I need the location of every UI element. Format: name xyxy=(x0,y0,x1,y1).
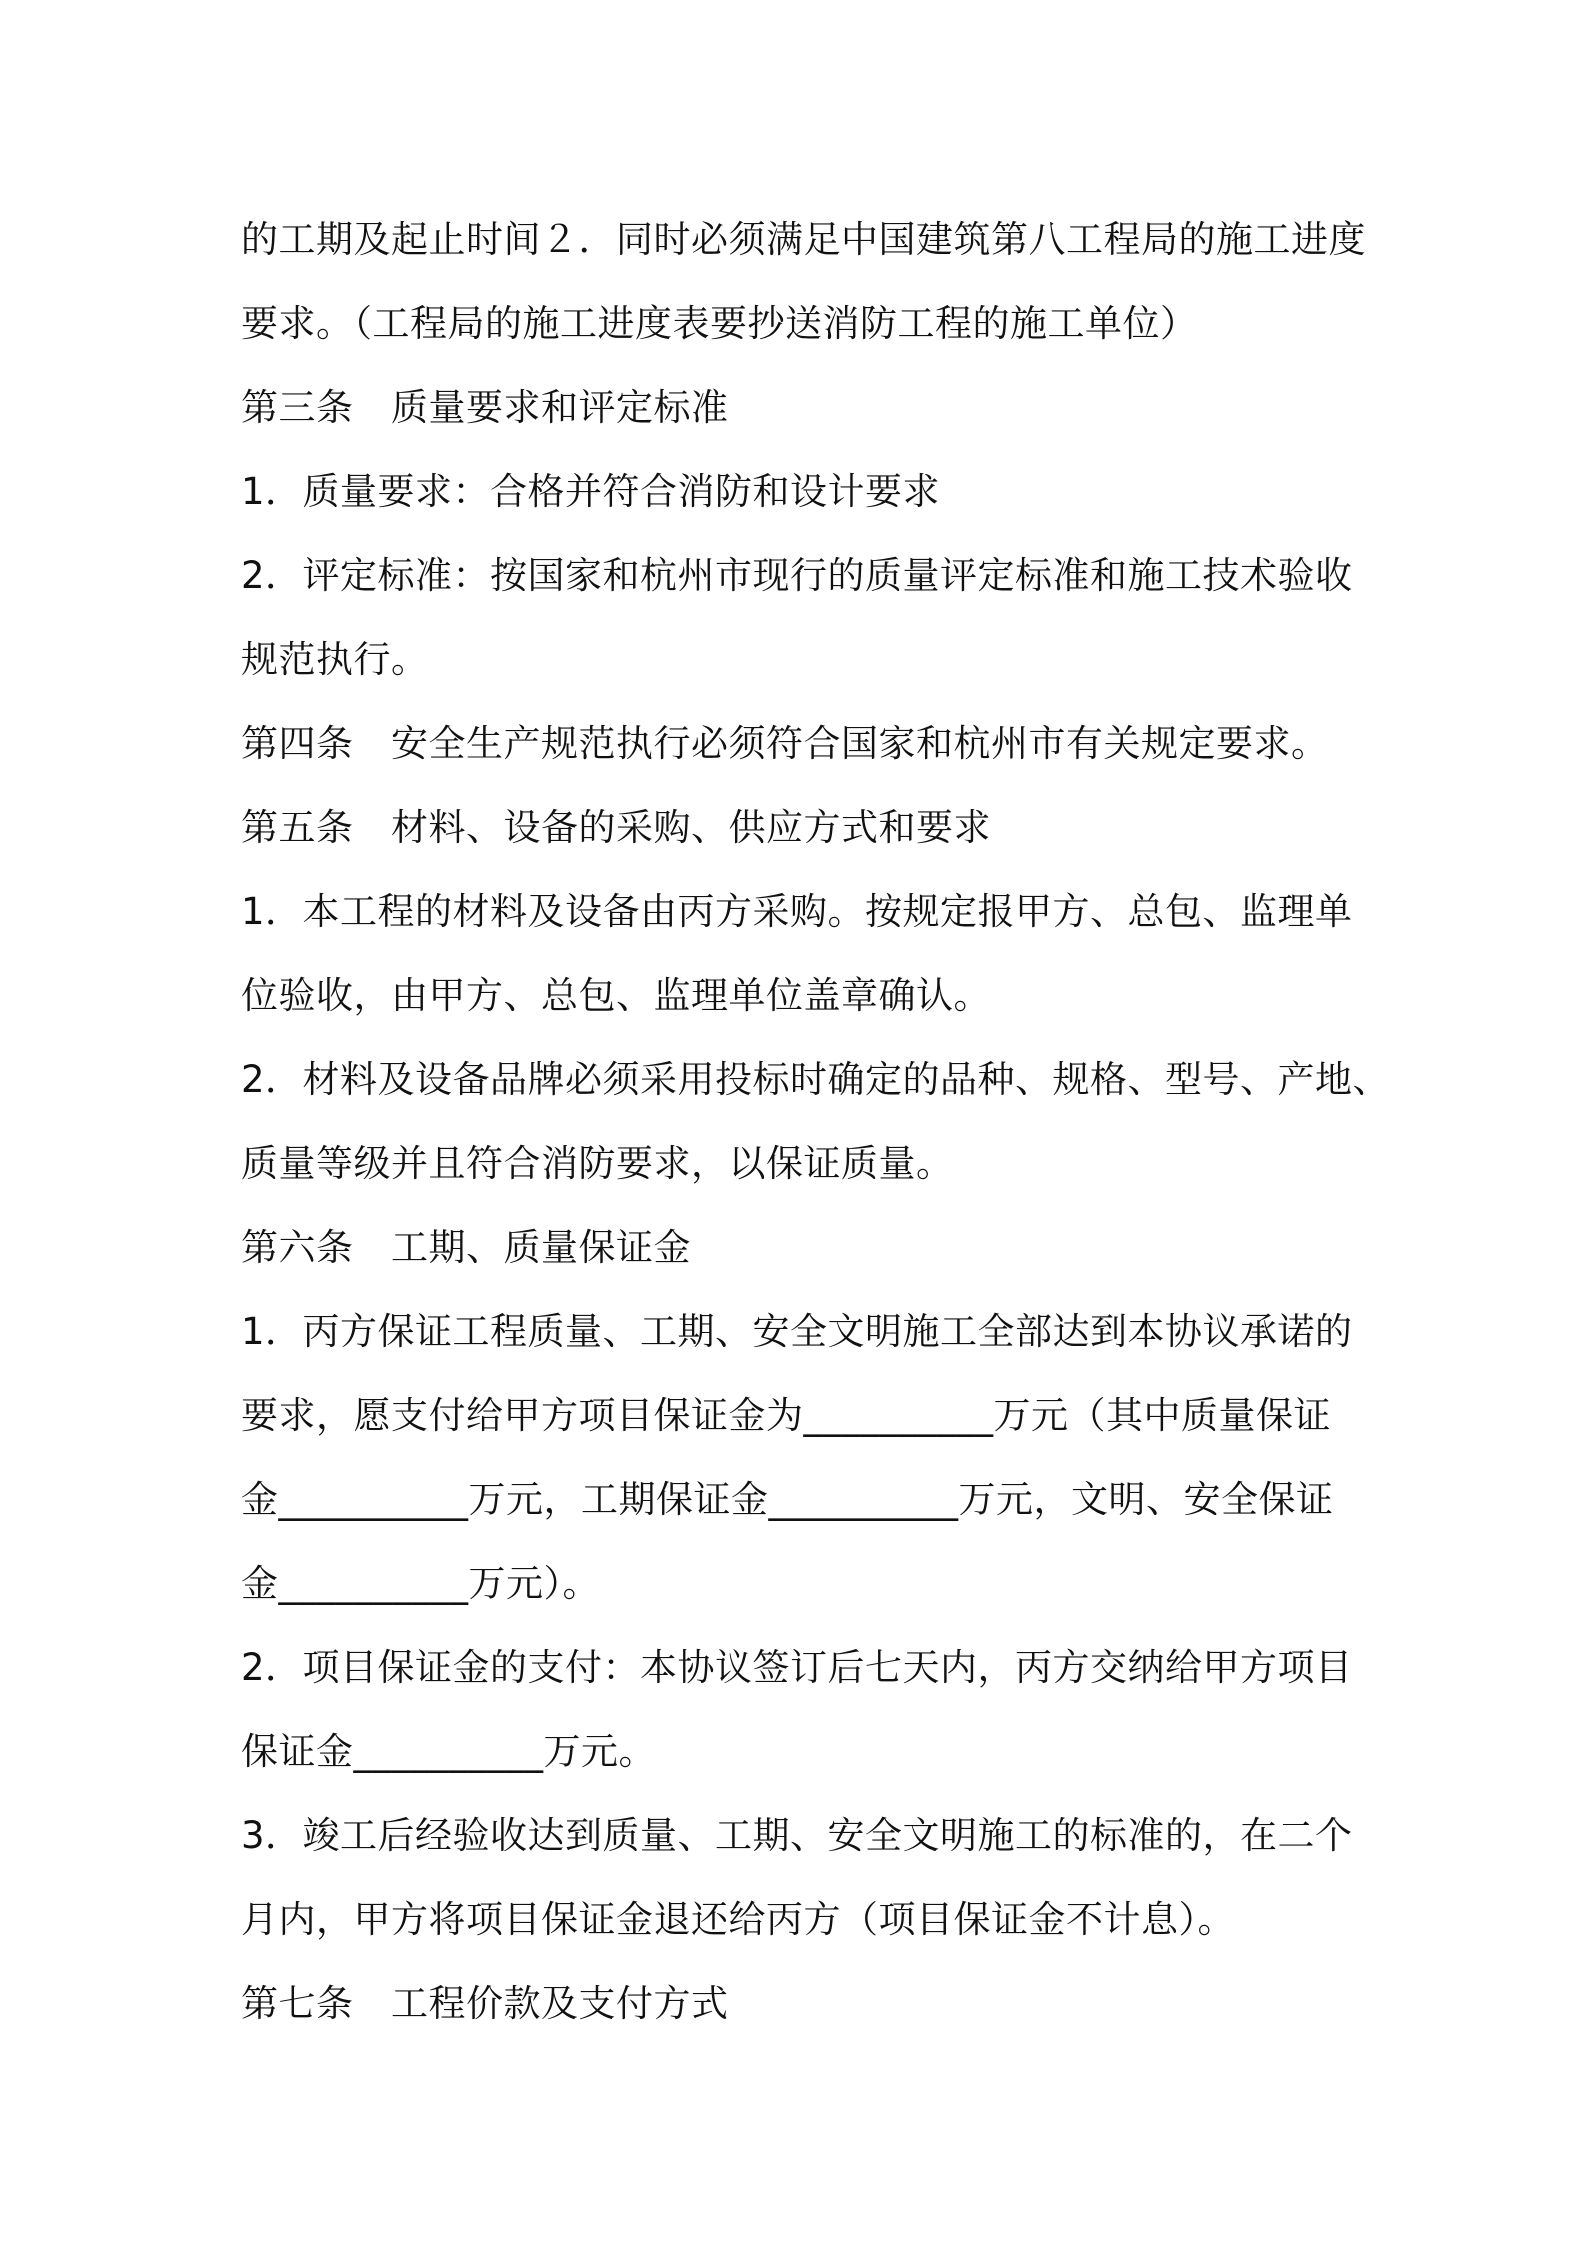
article-heading: 第三条 质量要求和评定标准 xyxy=(241,386,729,429)
text-line: 要求，愿支付给甲方项目保证金为__________万元（其中质量保证 xyxy=(241,1394,1331,1437)
text-line: 要求。（工程局的施工进度表要抄送消防工程的施工单位） xyxy=(241,302,1198,345)
text-line: 的工期及起止时间２．同时必须满足中国建筑第八工程局的施工进度 xyxy=(241,218,1366,261)
article-heading: 第四条 安全生产规范执行必须符合国家和杭州市有关规定要求。 xyxy=(241,722,1329,765)
article-heading: 第五条 材料、设备的采购、供应方式和要求 xyxy=(241,806,991,849)
text-line: 2．评定标准：按国家和杭州市现行的质量评定标准和施工技术验收 xyxy=(241,554,1353,597)
text-line: 2．项目保证金的支付：本协议签订后七天内，丙方交纳给甲方项目 xyxy=(241,1646,1353,1689)
text-line: 金__________万元）。 xyxy=(241,1562,600,1605)
text-line: 金__________万元，工期保证金__________万元，文明、安全保证 xyxy=(241,1478,1334,1521)
text-line: 1．丙方保证工程质量、工期、安全文明施工全部达到本协议承诺的 xyxy=(241,1310,1353,1353)
article-heading: 第六条 工期、质量保证金 xyxy=(241,1226,691,1269)
text-line: 2．材料及设备品牌必须采用投标时确定的品种、规格、型号、产地、 xyxy=(241,1058,1391,1101)
text-line: 1．质量要求：合格并符合消防和设计要求 xyxy=(241,470,941,513)
text-line: 月内，甲方将项目保证金退还给丙方（项目保证金不计息）。 xyxy=(241,1898,1235,1941)
text-line: 3．竣工后经验收达到质量、工期、安全文明施工的标准的，在二个 xyxy=(241,1814,1353,1857)
text-line: 保证金__________万元。 xyxy=(241,1730,656,1773)
article-heading: 第七条 工程价款及支付方式 xyxy=(241,1982,729,2025)
text-line: 规范执行。 xyxy=(241,638,429,681)
text-line: 位验收，由甲方、总包、监理单位盖章确认。 xyxy=(241,974,991,1017)
document-body xyxy=(241,198,1391,2046)
text-line: 质量等级并且符合消防要求，以保证质量。 xyxy=(241,1142,954,1185)
text-line: 1．本工程的材料及设备由丙方采购。按规定报甲方、总包、监理单 xyxy=(241,890,1353,933)
